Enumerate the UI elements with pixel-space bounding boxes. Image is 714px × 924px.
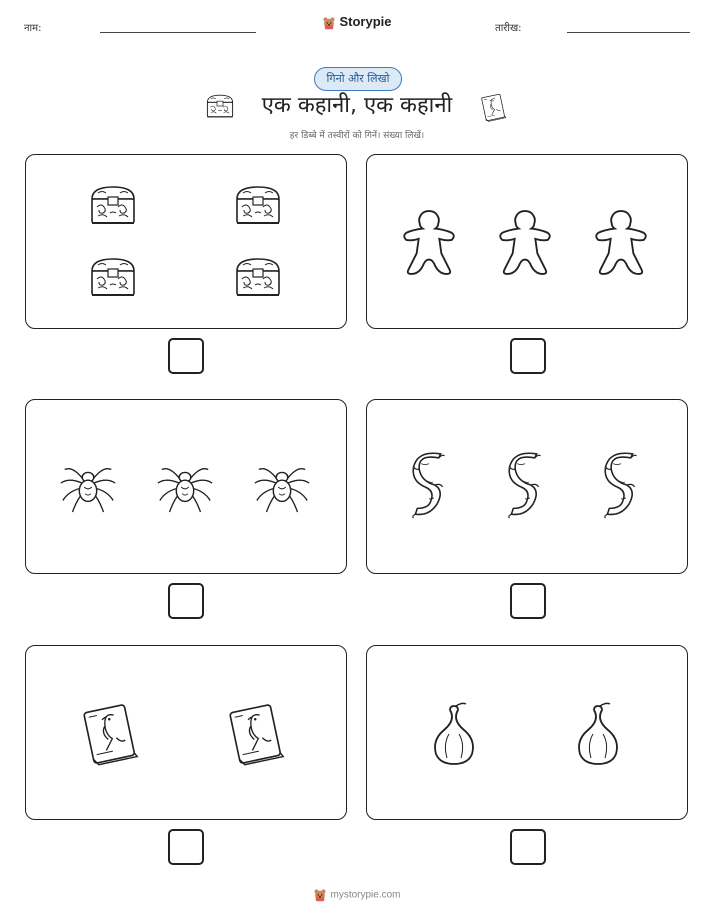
date-label: तारीख:	[495, 23, 522, 34]
footer-url[interactable]: mystorypie.com	[330, 889, 401, 901]
name-line[interactable]	[100, 32, 256, 33]
bear-logo-icon	[322, 16, 336, 30]
treasure-chest-icon	[233, 255, 283, 299]
gourd-icon	[573, 702, 623, 766]
name-label: नाम:	[24, 23, 42, 34]
gingerbread-man-icon	[403, 209, 455, 275]
bird-book-icon	[78, 700, 140, 766]
count-card-gingerbread-man	[366, 154, 688, 329]
spider-icon	[59, 456, 117, 514]
bear-logo-icon	[313, 888, 327, 902]
activity-badge: गिनो और लिखो	[314, 67, 402, 91]
bird-book-icon	[478, 92, 508, 122]
footer	[0, 888, 714, 902]
gourd-icon	[429, 702, 479, 766]
twisted-vine-icon	[409, 452, 449, 520]
brand-name: Storypie	[339, 14, 392, 29]
answer-box[interactable]	[168, 829, 204, 865]
spider-icon	[253, 456, 311, 514]
twisted-vine-icon	[601, 452, 641, 520]
page-title: एक कहानी, एक कहानी	[261, 93, 453, 118]
twisted-vine-icon	[505, 452, 545, 520]
count-card-spider	[25, 399, 347, 574]
treasure-chest-icon	[88, 255, 138, 299]
spider-icon	[156, 456, 214, 514]
instruction-text: हर डिब्बे में तस्वीरों को गिनें। संख्या लिखें।	[289, 131, 425, 141]
treasure-chest-icon	[88, 183, 138, 227]
worksheet-header	[0, 14, 714, 44]
count-card-gourd	[366, 645, 688, 820]
answer-box[interactable]	[168, 583, 204, 619]
date-line[interactable]	[567, 32, 690, 33]
answer-box[interactable]	[510, 583, 546, 619]
count-card-vine	[366, 399, 688, 574]
gingerbread-man-icon	[499, 209, 551, 275]
answer-box[interactable]	[168, 338, 204, 374]
count-card-bird-book	[25, 645, 347, 820]
gingerbread-man-icon	[595, 209, 647, 275]
bird-book-icon	[224, 700, 286, 766]
answer-box[interactable]	[510, 829, 546, 865]
answer-box[interactable]	[510, 338, 546, 374]
count-card-treasure-chest	[25, 154, 347, 329]
treasure-chest-icon	[233, 183, 283, 227]
brand-logo	[0, 14, 714, 30]
